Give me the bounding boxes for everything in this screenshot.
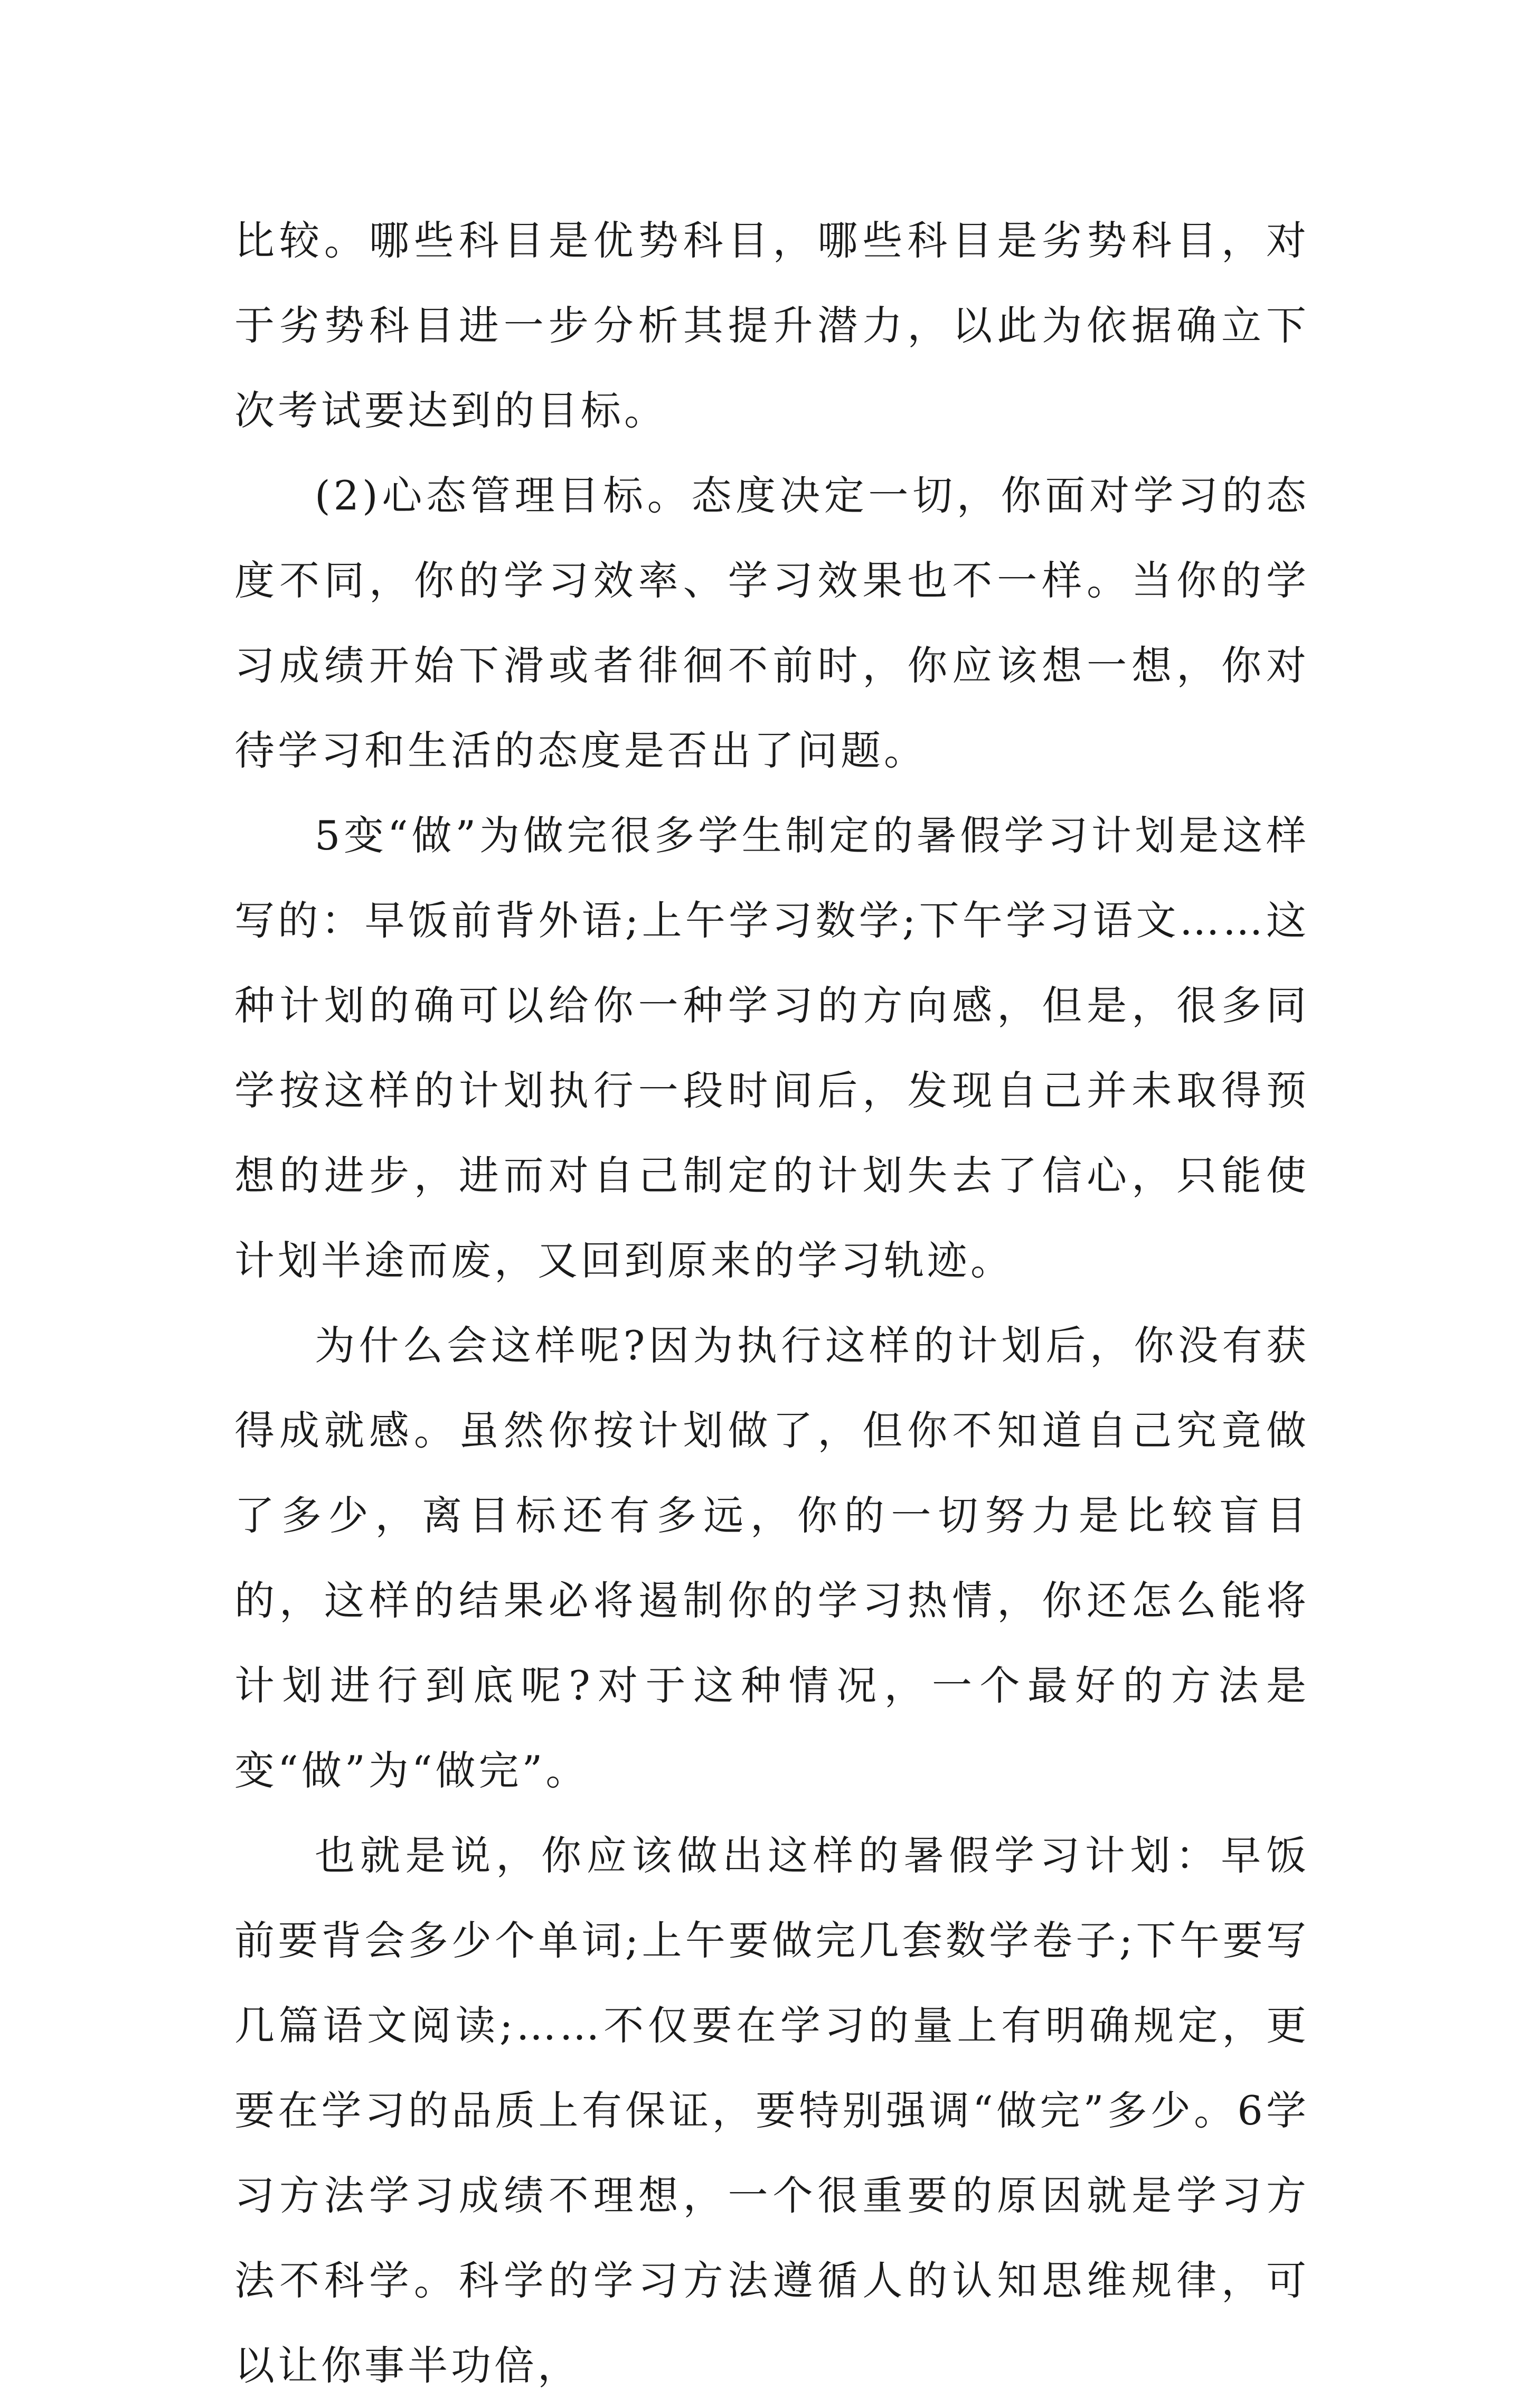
document-body [234, 198, 1309, 2408]
paragraph-why: 为什么会这样呢?因为执行这样的计划后，你没有获得成就感。虽然你按计划做了，但你不知道自己究竟做了多少，离目标还有多远，你的一切努力是比较盲目的，这样的结果必将遏制你的学习热情，你还怎么能将计划进行到底呢?对于这种情况，一个最好的方法是变“做”为“做完”。 [234, 1322, 1309, 1794]
paragraph-continuation: 比较。哪些科目是优势科目，哪些科目是劣势科目，对于劣势科目进一步分析其提升潜力，以此为依据确立下次考试要达到的目标。 [234, 217, 1309, 434]
paragraph-summer-plan: 也就是说，你应该做出这样的暑假学习计划：早饭前要背会多少个单词;上午要做完几套数学卷子;下午要写几篇语文阅读;……不仅要在学习的量上有明确规定，更要在学习的品质上有保证，要特别强调“做完”多少。6学习方法学习成绩不理想，一个很重要的原因就是学习方法不科学。科学的学习方法遵循人的认知思维规律，可以让你事半功倍， [234, 1832, 1309, 2389]
paragraph-mindset-goal: (2)心态管理目标。态度决定一切，你面对学习的态度不同，你的学习效率、学习效果也不一样。当你的学习成绩开始下滑或者徘徊不前时，你应该想一想，你对待学习和生活的态度是否出了问题。 [234, 472, 1309, 774]
paragraph-study-plan: 5变“做”为做完很多学生制定的暑假学习计划是这样写的：早饭前背外语;上午学习数学;下午学习语文……这种计划的确可以给你一种学习的方向感，但是，很多同学按这样的计划执行一段时间后，发现自己并未取得预想的进步，进而对自己制定的计划失去了信心，只能使计划半途而废，又回到原来的学习轨迹。 [234, 812, 1309, 1284]
